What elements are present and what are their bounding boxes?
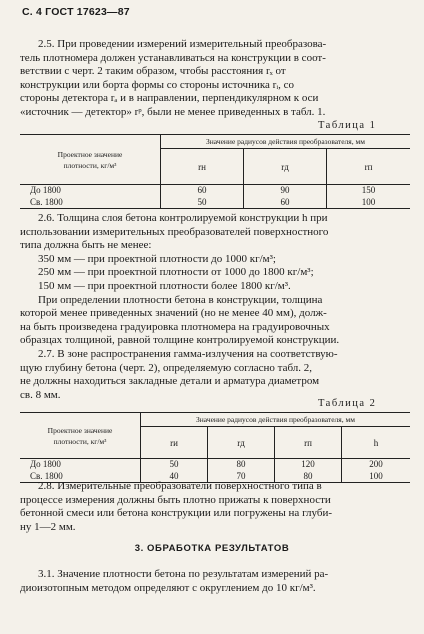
text-line: тель плотномера должен устанавливаться на конструкции в соот- bbox=[20, 51, 326, 64]
table-cell: 200 bbox=[342, 459, 411, 470]
table-1 bbox=[20, 134, 410, 209]
table-row bbox=[20, 185, 410, 196]
text-line: 2.6. Толщина слоя бетона контролируемой конструкции h при bbox=[38, 212, 328, 224]
text-line: 2.8. Измерительные преобразователи поверхностного типа в bbox=[38, 480, 322, 492]
text-line: бетонной смеси или бетона конструкции или погружены на глуби- bbox=[20, 507, 333, 520]
row-label: До 1800 bbox=[20, 185, 161, 196]
row-header-cell bbox=[20, 413, 141, 459]
table-row bbox=[20, 459, 410, 470]
row-header-cell bbox=[20, 135, 161, 185]
table-cell: 60 bbox=[161, 185, 244, 196]
table-cell: 70 bbox=[208, 470, 275, 483]
text-line: не должны находиться закладные детали и арматура диаметром bbox=[20, 375, 320, 388]
text-line: 150 мм — при проектной плотности более 1800 кг/м³. bbox=[38, 279, 291, 292]
table-cell: 150 bbox=[327, 185, 411, 196]
row-header-line: плотности, кг/м³ bbox=[53, 436, 107, 446]
text-line: процессе измерения должны быть плотно прижаты к поверхности bbox=[20, 493, 331, 506]
text-line: «источник — детектор» rᵖ, были не менее приведенных в табл. 1. bbox=[20, 105, 326, 118]
text-line: ну 1—2 мм. bbox=[20, 520, 76, 533]
group-header: Значение радиусов действия преобразователя, мм bbox=[141, 413, 411, 427]
text-line: 350 мм — при проектной плотности до 1000 кг/м³; bbox=[38, 252, 276, 265]
table-cell: 90 bbox=[244, 185, 327, 196]
text-line: стороны детектора rₐ и в направлении, перпендикулярном к оси bbox=[20, 92, 319, 105]
row-header-line: Проектное значение bbox=[47, 425, 113, 435]
paragraph-2-5 bbox=[20, 38, 410, 120]
paragraph-2-6 bbox=[20, 212, 410, 402]
text-line: конструкции или борта формы со стороны источника rᵢ, со bbox=[20, 78, 295, 91]
table-cell: 120 bbox=[275, 459, 342, 470]
text-line: 250 мм — при проектной плотности от 1000 до 1800 кг/м³; bbox=[38, 266, 314, 279]
column-header: rд bbox=[208, 427, 275, 459]
table-cell: 100 bbox=[342, 470, 411, 483]
row-header-line: плотности, кг/м³ bbox=[63, 160, 117, 170]
paragraph-3-1 bbox=[20, 568, 410, 595]
table-cell: 80 bbox=[208, 459, 275, 470]
text-line: использовании измерительных преобразователей поверхностного bbox=[20, 225, 329, 238]
column-header: rн bbox=[161, 149, 244, 185]
text-line: образцах толщиной, равной толщине контролируемой конструкции. bbox=[20, 334, 340, 347]
row-label: До 1800 bbox=[20, 459, 141, 470]
table-row bbox=[20, 196, 410, 209]
text-line: 2.7. В зоне распространения гамма-излучения на соответствую- bbox=[38, 347, 338, 360]
text-line: на быть произведена градуировка плотномера на градуировочных bbox=[20, 320, 330, 333]
text-line: щую глубину бетона (черт. 2), определяемую согласно табл. 2, bbox=[20, 361, 313, 374]
paragraph-2-8 bbox=[20, 480, 410, 534]
group-header: Значение радиусов действия преобразователя, мм bbox=[161, 135, 411, 149]
table-cell: 50 bbox=[141, 459, 208, 470]
row-header-line: Проектное значение bbox=[57, 149, 123, 159]
column-header: rп bbox=[275, 427, 342, 459]
column-header: rд bbox=[244, 149, 327, 185]
table-cell: 100 bbox=[327, 196, 411, 209]
table-cell: 50 bbox=[161, 196, 244, 209]
text-line: 2.5. При проведении измерений измерительный преобразова- bbox=[38, 38, 327, 50]
table-2 bbox=[20, 412, 410, 483]
table-cell: 80 bbox=[275, 470, 342, 483]
column-header: h bbox=[342, 427, 411, 459]
row-label: Св. 1800 bbox=[20, 470, 141, 483]
page-header: С. 4 ГОСТ 17623—87 bbox=[22, 6, 130, 18]
text-line: которой менее приведенных значений (но не менее 40 мм), долж- bbox=[20, 307, 327, 320]
text-line: При определении плотности бетона в конструкции, толщина bbox=[38, 293, 323, 306]
table-2-caption: Таблица 2 bbox=[318, 398, 377, 409]
table-cell: 60 bbox=[244, 196, 327, 209]
table-1-caption: Таблица 1 bbox=[318, 120, 377, 131]
text-line: 3.1. Значение плотности бетона по результатам измерений ра- bbox=[38, 568, 329, 580]
section-heading: 3. ОБРАБОТКА РЕЗУЛЬТАТОВ bbox=[134, 543, 290, 554]
text-line: св. 8 мм. bbox=[20, 388, 61, 401]
table-cell: 40 bbox=[141, 470, 208, 483]
column-header: rи bbox=[141, 427, 208, 459]
text-line: ветствии с черт. 2 таким образом, чтобы расстояния rₓ от bbox=[20, 65, 286, 78]
row-label: Св. 1800 bbox=[20, 196, 161, 209]
column-header: rп bbox=[327, 149, 411, 185]
text-line: диоизотопным методом определяют с округлением до 10 кг/м³. bbox=[20, 581, 316, 594]
text-line: типа должна быть не менее: bbox=[20, 239, 152, 252]
